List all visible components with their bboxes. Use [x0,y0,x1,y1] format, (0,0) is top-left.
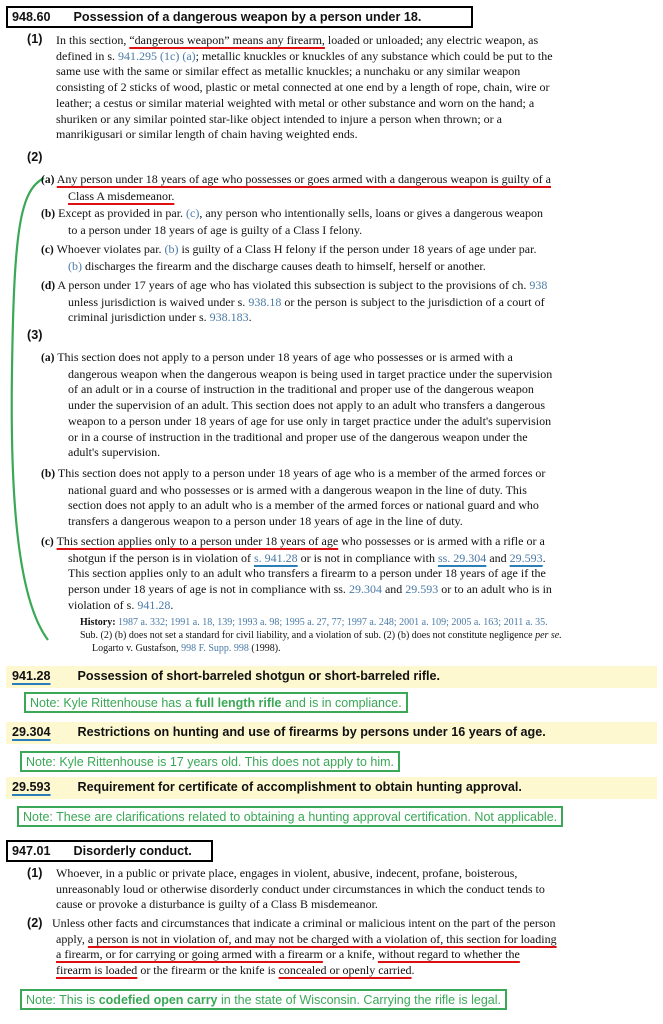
section-title: Restrictions on hunting and use of firearms by persons under 16 years of age. [77,725,546,739]
subsection-number: (2) [27,150,43,164]
annotation-note: Note: These are clarifications related to obtaining a hunting approval certification. Not applicable. [17,806,563,827]
paragraph-link[interactable]: (b) [164,242,179,256]
history-label: History: [80,617,116,628]
section-number: 948.60 [12,10,51,24]
subsection-2-d: (d) A person under 17 years of age who has violated this subsection is subject to the provisions of ch. 938 unless jurisdiction is waived under s. 938.18 or the person is subject to the jurisdiction of a court of criminal jurisdiction under s. 938.183. [41,278,548,325]
subsection-number: (3) [27,328,43,342]
paragraph-label: (a) [41,352,55,364]
paragraph-label: (c) [41,536,54,548]
subsection-3-a: (a) This section does not apply to a person under 18 years of age who possesses or is armed with a dangerous weapon when the dangerous weapon is being used in target practice under the supervision of an adult or in a course of instruction in the traditional and proper use of the dangerous weapon under the supervision of an adult. This section does not apply to an adult who transfers a dangerous weapon to a person under 18 years of age for use only in target practice under the adult's supervision or in a course of instruction in the traditional and proper use of the dangerous weapon under the adult's supervision. [41,350,553,460]
annotation-note: Note: Kyle Rittenhouse is 17 years old. This does not apply to him. [20,751,400,772]
statute-link[interactable]: 941.28 [137,597,171,612]
section-title: Possession of short-barreled shotgun or short-barreled rifle. [77,669,441,683]
case-link[interactable]: 998 F. Supp. 998 [181,643,249,654]
subsection-2-b: (b) Except as provided in par. (c), any person who intentionally sells, loans or gives a dangerous weapon to a person under 18 years of age is guilty of a Class I felony. [41,206,543,237]
subsection-2-a: (a) Any person under 18 years of age who possesses or goes armed with a dangerous weapon is guilty of a Class A misdemeanor. [41,172,551,203]
paragraph-label: (d) [41,280,56,292]
statute-link[interactable]: ss. 29.304 [437,550,487,565]
paragraph-label: (c) [41,244,54,256]
paragraph-link[interactable]: (c) [186,206,200,220]
paragraph-label: (b) [41,208,56,220]
statute-link[interactable]: 938.18 [248,294,282,309]
subsection-2-c: (c) Whoever violates par. (b) is guilty of a Class H felony if the person under 18 years of age under par. (b) discharges the firearm and the discharge causes death to himself, herself or another. [41,242,537,273]
statute-link[interactable]: 29.304 [348,582,382,597]
section-947-01-header [6,840,213,862]
statute-link[interactable]: 29.593 [405,582,439,597]
statute-link[interactable]: s. 941.28 [253,550,298,565]
subsection-1-text: Whoever, in a public or private place, engages in violent, abusive, indecent, profane, boisterous, unreasonably loud or otherwise disorderly conduct under circumstances in which the conduct tends to cause or provoke a disturbance is guilty of a Class B misdemeanor. [56,866,545,912]
section-title: Disorderly conduct. [73,844,192,858]
section-941-28-header [12,669,440,683]
section-29-304-header [12,725,546,739]
section-948-60-header [6,6,473,28]
history-block: History: 1987 a. 332; 1991 a. 18, 139; 1993 a. 98; 1995 a. 27, 77; 1997 a. 248; 2001 a. 109; 2005 a. 163; 2011 a. 35. Sub. (2) (b) does not set a standard for civil liability, and a violation of sub. (2) (b) does not constitute negligence per se. Logarto v. Gustafson, 998 F. Supp. 998 (1998). [80,617,562,654]
annotation-note: Note: This is codefied open carry in the state of Wisconsin. Carrying the rifle is legal. [20,989,507,1010]
section-number: 941.28 [12,669,51,683]
section-number: 29.304 [12,725,51,739]
chapter-link[interactable]: 938 [529,278,548,292]
subsection-1-text: In this section, “dangerous weapon” means any firearm, loaded or unloaded; any electric weapon, as defined in s. 941.295 (1c) (a); metallic knuckles or knuckles of any substance which could be put to the same use with the same or similar effect as metallic knuckles; a nunchaku or any similar weapon consisting of 2 sticks of wood, plastic or metal connected at one end by a length of rope, chain, wire or leather; a cestus or similar material weighted with metal or other substance and worn on the hand; a shuriken or any similar pointed star-like object intended to injure a person when thrown; or a manrikigusari or similar length of chain having weighted ends. [56,33,553,142]
subsection-number: (1) [27,866,43,880]
subsection-2-text: Unless other facts and circumstances that indicate a criminal or malicious intent on the part of the person apply, a person is not in violation of, and may not be charged with a violation of, this section for loading a firearm, or for carrying or going armed with a firearm or a knife, without regard to whether the firearm is loaded or the firearm or the knife is concealed or openly carried. [52,916,557,978]
statute-link[interactable]: 29.593 [509,550,543,565]
highlight-dangerous-weapon: “dangerous weapon” means any firearm, [129,33,325,47]
section-number: 29.593 [12,780,51,794]
section-number: 947.01 [12,844,51,858]
paragraph-label: (b) [41,468,56,480]
statute-link[interactable]: 938.183 [209,310,249,325]
subsection-3-b: (b) This section does not apply to a person under 18 years of age who is a member of the armed forces or national guard and who possesses or is armed with a dangerous weapon in the line of duty. This section does not apply to an adult who is a member of the armed forces or national guard and who transfers a dangerous weapon to a person under 18 years of age in the line of duty. [41,466,546,529]
subsection-number: (1) [27,32,43,46]
paragraph-label: (a) [41,174,55,186]
section-title: Requirement for certificate of accomplishment to obtain hunting approval. [77,780,522,794]
section-title: Possession of a dangerous weapon by a person under 18. [73,10,422,24]
history-refs[interactable]: 1987 a. 332; 1991 a. 18, 139; 1993 a. 98; 1995 a. 27, 77; 1997 a. 248; 2001 a. 109; 2005 a. 163; 2011 a. 35. [118,617,548,628]
annotation-note: Note: Kyle Rittenhouse has a full length rifle and is in compliance. [24,692,408,713]
subsection-number: (2) [27,916,43,930]
section-29-593-header [12,780,522,794]
paragraph-link[interactable]: (b) [68,258,82,273]
statute-link[interactable]: 941.295 (1c) (a) [118,48,196,63]
subsection-3-c: (c) This section applies only to a person under 18 years of age who possesses or is armed with a rifle or a shotgun if the person is in violation of s. 941.28 or is not in compliance with ss. 29.304 and 29.593. This section applies only to an adult who transfers a firearm to a person under 18 years of age if the person under 18 years of age is not in compliance with ss. 29.304 and 29.593 or to an adult who is in violation of s. 941.28. [41,534,552,612]
